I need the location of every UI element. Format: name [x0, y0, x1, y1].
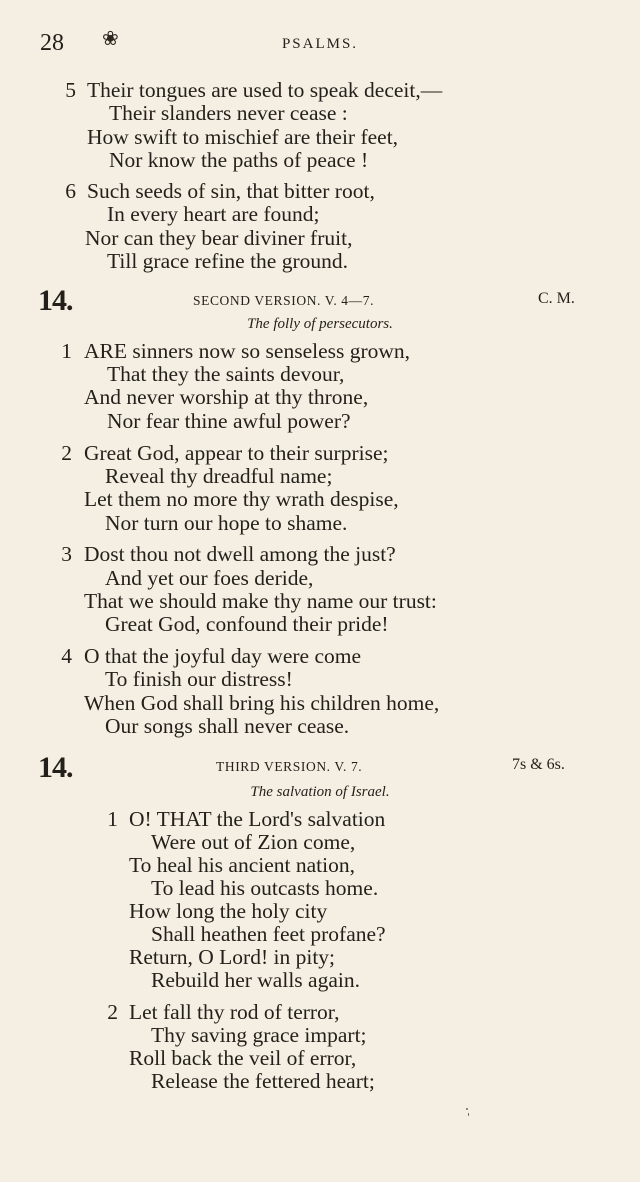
verse-line: O! THAT the Lord's salvation — [129, 807, 386, 831]
verse-line: How long the holy city — [129, 899, 328, 923]
meter-label: C. M. — [538, 290, 575, 307]
verse-line: And yet our foes deride, — [105, 566, 314, 590]
verse-line: Roll back the veil of error, — [129, 1046, 357, 1070]
verse-line: To finish our distress! — [105, 667, 293, 691]
verse-line: Such seeds of sin, that bitter root, — [87, 179, 375, 203]
paper-speck — [466, 1108, 468, 1110]
stanza-number: 2 — [107, 1000, 118, 1024]
hymn-subtitle: The salvation of Israel. — [250, 784, 390, 800]
verse-line: How swift to mischief are their feet, — [87, 125, 399, 149]
verse-line: Dost thou not dwell among the just? — [84, 542, 396, 566]
verse-line: Shall heathen feet profane? — [151, 922, 386, 946]
stanza-number: 1 — [61, 339, 72, 363]
stanza-number: 3 — [61, 542, 72, 566]
stanza-number: 4 — [61, 644, 72, 668]
verse-line: Thy saving grace impart; — [151, 1023, 367, 1047]
verse-line: That we should make thy name our trust: — [84, 589, 437, 613]
page-number: 28 — [40, 30, 64, 56]
verse-line: Were out of Zion come, — [151, 830, 356, 854]
ink-blot-icon: ❀ — [102, 28, 119, 50]
verse-line: Their slanders never cease : — [109, 101, 348, 125]
verse-line: Let them no more thy wrath despise, — [84, 487, 399, 511]
verse-line: Great God, appear to their surprise; — [84, 441, 389, 465]
verse-line: When God shall bring his children home, — [84, 691, 440, 715]
psalm-number: 14. — [38, 284, 73, 317]
psalm-number: 14. — [38, 751, 73, 784]
verse-line: Release the fettered heart; — [151, 1069, 375, 1093]
verse-line: Reveal thy dreadful name; — [105, 464, 333, 488]
stanza-number: 5 — [65, 78, 76, 102]
verse-line: O that the joyful day were come — [84, 644, 362, 668]
verse-line: Great God, confound their pride! — [105, 612, 389, 636]
verse-line: ARE sinners now so senseless grown, — [84, 339, 411, 363]
verse-line: That they the saints devour, — [107, 362, 345, 386]
verse-line: Let fall thy rod of terror, — [129, 1000, 340, 1024]
paper-speck — [468, 1113, 469, 1116]
stanza-number: 1 — [107, 807, 118, 831]
verse-line: Nor know the paths of peace ! — [109, 148, 369, 172]
verse-line: Till grace refine the ground. — [107, 249, 349, 273]
hymn-subtitle: The folly of persecutors. — [247, 316, 393, 332]
verse-line: And never worship at thy throne, — [84, 385, 369, 409]
verse-line: Our songs shall never cease. — [105, 714, 350, 738]
verse-line: Their tongues are used to speak deceit,— — [87, 78, 443, 102]
verse-line: Return, O Lord! in pity; — [129, 945, 336, 969]
version-heading: SECOND VERSION. V. 4—7. — [193, 293, 375, 308]
verse-line: In every heart are found; — [107, 202, 320, 226]
running-head: PSALMS. — [281, 36, 359, 52]
verse-line: Nor can they bear diviner fruit, — [85, 226, 353, 250]
verse-line: Nor turn our hope to shame. — [105, 511, 348, 535]
meter-label: 7s & 6s. — [512, 756, 565, 773]
stanza-number: 2 — [61, 441, 72, 465]
verse-line: Rebuild her walls again. — [151, 968, 360, 992]
verse-line: To lead his outcasts home. — [151, 876, 379, 900]
version-heading: THIRD VERSION. V. 7. — [216, 759, 363, 774]
stanza-number: 6 — [65, 179, 76, 203]
verse-line: Nor fear thine awful power? — [107, 409, 351, 433]
verse-line: To heal his ancient nation, — [129, 853, 355, 877]
